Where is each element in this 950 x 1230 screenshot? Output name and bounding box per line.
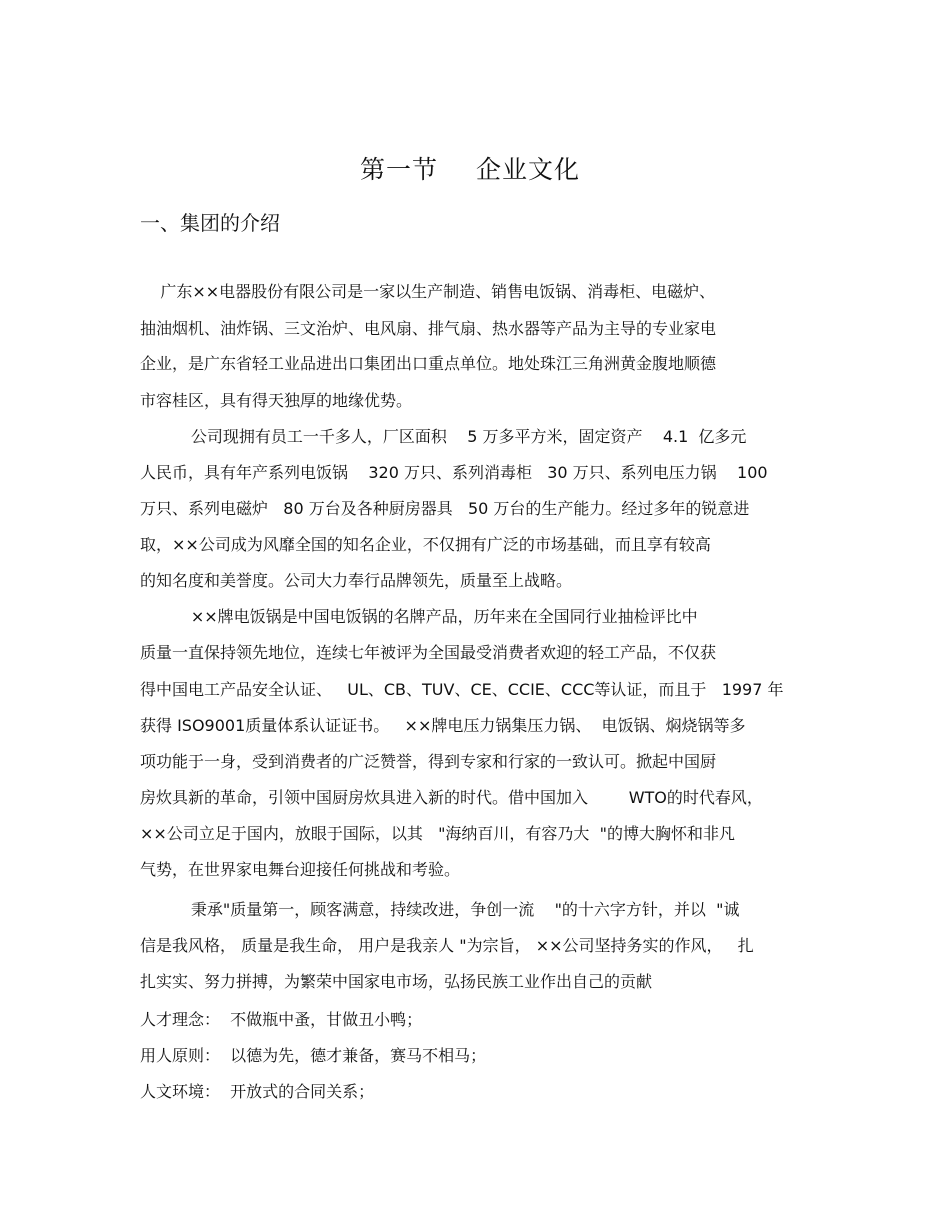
body-line: ××牌电饭锅是中国电饭锅的名牌产品，历年来在全国同行业抽检评比中 — [140, 607, 698, 626]
title-part-1: 第一节 — [359, 155, 438, 184]
page-title — [0, 150, 940, 186]
body-line: 取，××公司成为风靡全国的知名企业，不仅拥有广泛的市场基础，而且享有较高 — [140, 535, 711, 554]
title-part-2: 企业文化 — [476, 155, 581, 184]
body-line: 抽油烟机、油炸锅、三文治炉、电风扇、排气扇、热水器等产品为主导的专业家电 — [140, 319, 717, 338]
body-line: 房炊具新的革命，引领中国厨房炊具进入新的时代。借中国加入 WTO的时代春风， — [140, 788, 763, 807]
body-line: 秉承"质量第一，顾客满意，持续改进，争创一流 "的十六字方针，并以 "诚 — [140, 900, 740, 919]
body-line: 用人原则： 以德为先，德才兼备，赛马不相马； — [140, 1046, 487, 1065]
body-line: 得中国电工产品安全认证、 UL、CB、TUV、CE、CCIE、CCC等认证，而且于 1997 年 — [140, 680, 784, 699]
body-line: 公司现拥有员工一千多人，厂区面积 5 万多平方米，固定资产 4.1 亿多元 — [140, 427, 747, 446]
body-line: 人才理念： 不做瓶中蚤，甘做丑小鸭； — [140, 1010, 423, 1029]
body-line: 项功能于一身，受到消费者的广泛赞誉，得到专家和行家的一致认可。掀起中国厨 — [140, 752, 717, 771]
section-heading: 一、集团的介绍 — [140, 211, 280, 235]
body-line: 企业，是广东省轻工业品进出口集团出口重点单位。地处珠江三角洲黄金腹地顺德 — [140, 354, 717, 373]
body-line: 人民币，具有年产系列电饭锅 320 万只、系列消毒柜 30 万只、系列电压力锅 100 — [140, 463, 768, 482]
body-line: 气势，在世界家电舞台迎接任何挑战和考验。 — [140, 860, 461, 879]
body-line: 获得 ISO9001质量体系认证证书。 ××牌电压力锅集压力锅、 电饭锅、焖烧锅等多 — [140, 716, 746, 735]
body-line: 广东××电器股份有限公司是一家以生产制造、销售电饭锅、消毒柜、电磁炉、 — [140, 282, 716, 301]
body-line: 市容桂区，具有得天独厚的地缘优势。 — [140, 391, 413, 410]
body-line: 信是我风格， 质量是我生命， 用户是我亲人 "为宗旨， ××公司坚持务实的作风， 扎 — [140, 936, 754, 955]
body-line: 扎实实、努力拼搏，为繁荣中国家电市场，弘扬民族工业作出自己的贡献 — [140, 972, 653, 991]
body-line: 人文环境： 开放式的合同关系； — [140, 1082, 375, 1101]
body-line: 质量一直保持领先地位，连续七年被评为全国最受消费者欢迎的轻工产品，不仅获 — [140, 643, 717, 662]
body-line: 的知名度和美誉度。公司大力奉行品牌领先，质量至上战略。 — [140, 571, 573, 590]
body-line: 万只、系列电磁炉 80 万台及各种厨房器具 50 万台的生产能力。经过多年的锐意进 — [140, 499, 750, 518]
body-line: ××公司立足于国内，放眼于国际，以其 "海纳百川，有容乃大 "的博大胸怀和非凡 — [140, 824, 735, 843]
